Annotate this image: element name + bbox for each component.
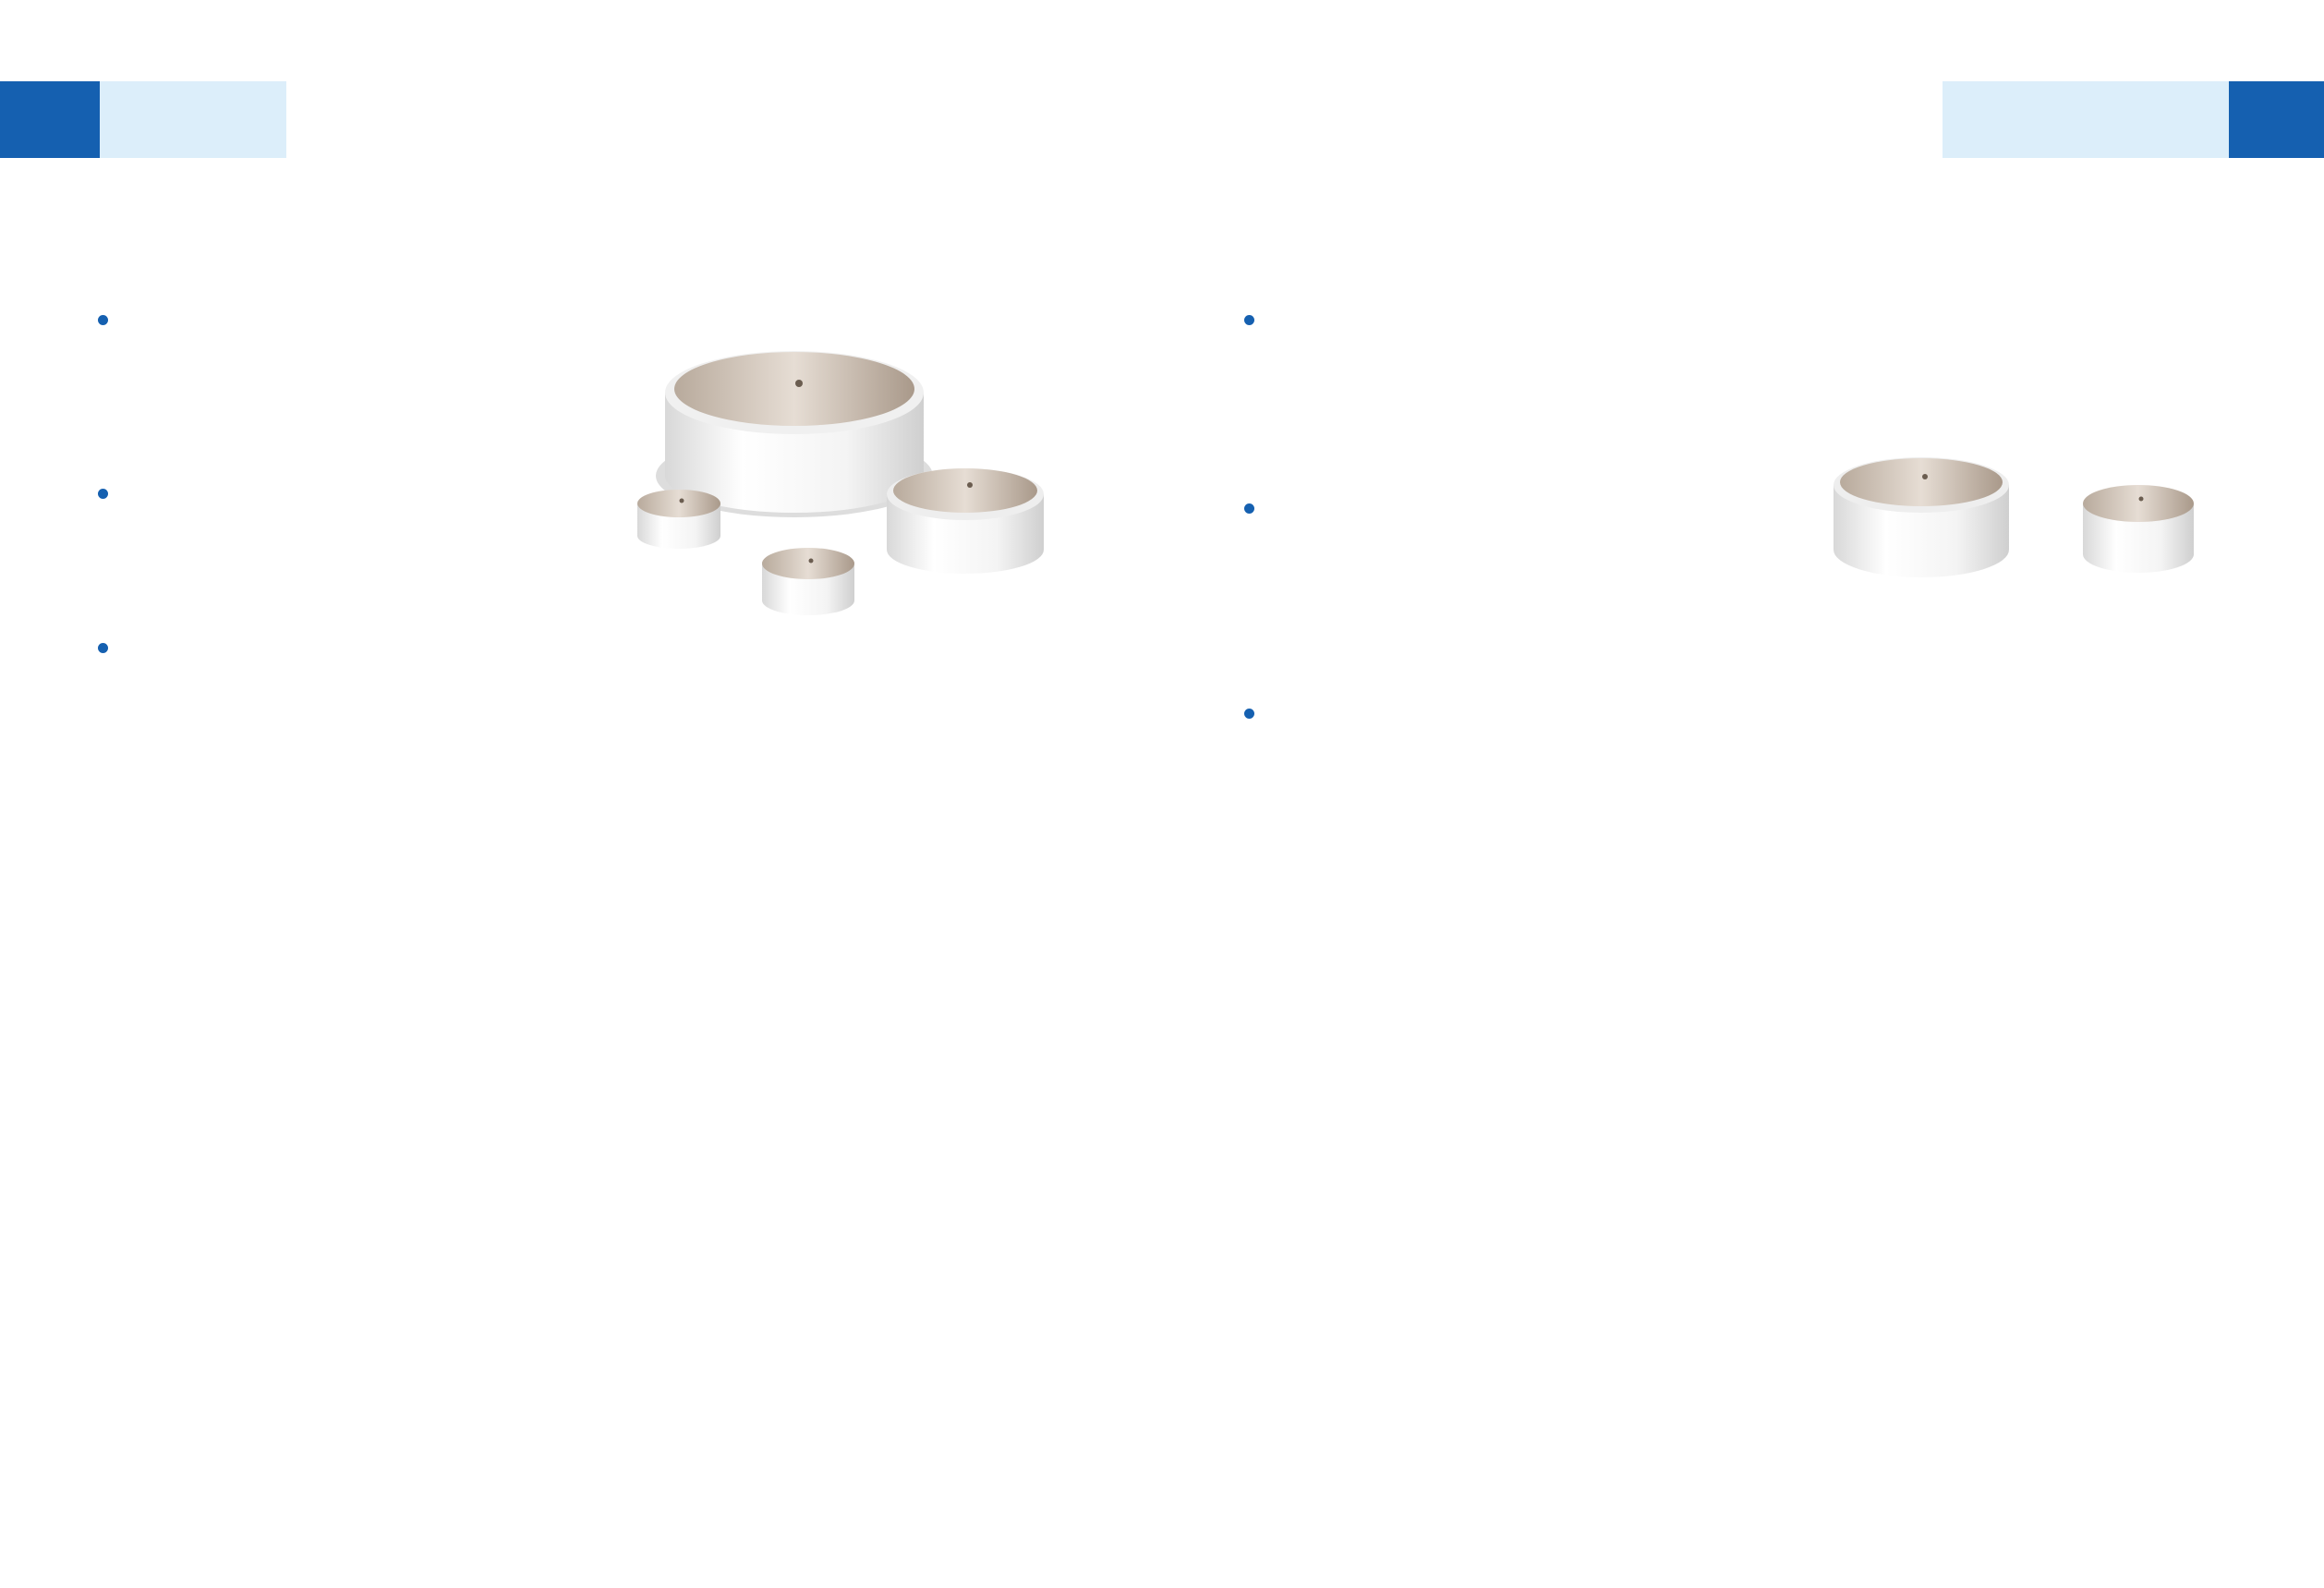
left-note-heading bbox=[98, 636, 115, 661]
left-banner bbox=[100, 81, 286, 158]
right-note-heading bbox=[1244, 702, 1262, 726]
large-disc bbox=[1834, 457, 2009, 577]
left-feature-heading bbox=[98, 309, 115, 333]
small-disc bbox=[2083, 485, 2194, 573]
small-disc-front bbox=[762, 548, 854, 615]
left-app-heading bbox=[98, 482, 115, 506]
bullet-icon bbox=[1244, 709, 1254, 719]
medium-disc bbox=[887, 468, 1044, 574]
bullet-icon bbox=[98, 489, 108, 499]
bullet-icon bbox=[98, 643, 108, 653]
bullet-icon bbox=[1244, 315, 1254, 325]
bullet-icon bbox=[1244, 503, 1254, 514]
bullet-icon bbox=[98, 315, 108, 325]
right-feature-heading bbox=[1244, 309, 1262, 333]
thyristor-product-image bbox=[610, 337, 1127, 651]
high-freq-thyristor-image bbox=[1829, 443, 2263, 600]
small-disc-left bbox=[637, 490, 720, 549]
right-banner bbox=[1943, 81, 2229, 158]
left-blue-band bbox=[0, 81, 100, 158]
right-app-heading bbox=[1244, 497, 1262, 521]
right-blue-band bbox=[2229, 81, 2324, 158]
